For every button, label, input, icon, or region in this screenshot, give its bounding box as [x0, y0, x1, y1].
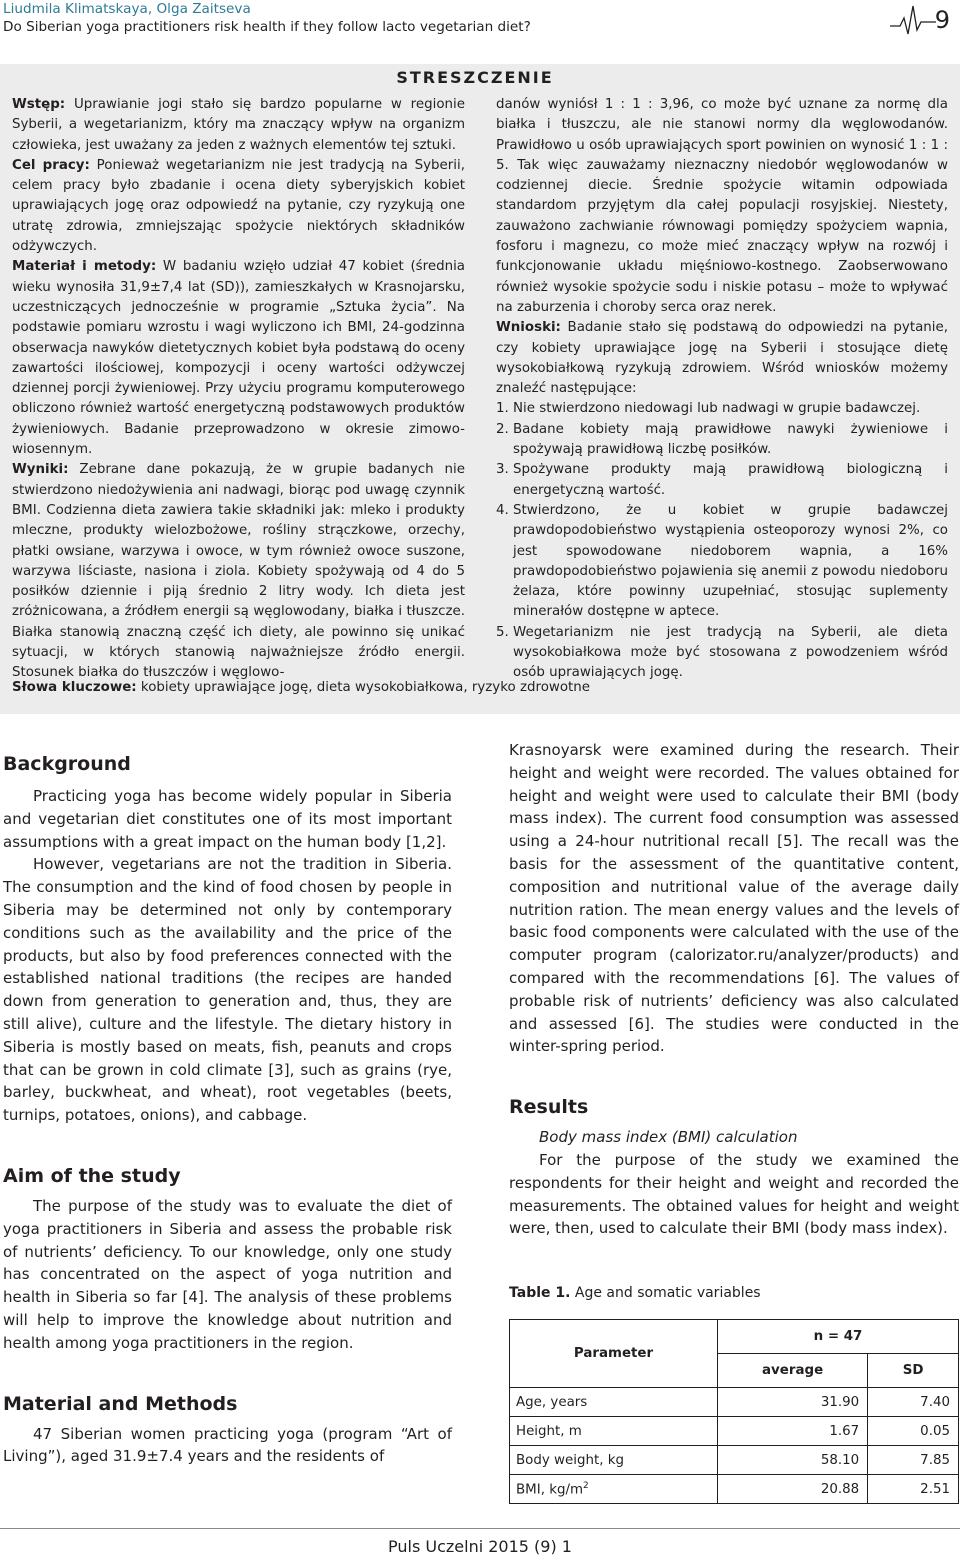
table-row — [510, 1388, 959, 1417]
table-cell-label: Body weight, kg — [510, 1446, 718, 1475]
list-item-text: Stwierdzono, że u kobiet w grupie badawczej prawdopodobieństwo wystąpienia osteoporozy wynosi 2%, co jest spowodowane niedoborem wapnia, a 16% prawdopodobieństwo pojawienia się anemii z powodu niedoboru żelaza, które powinny uzupełniać, stosując suplementy minerałów dostępne w aptece. — [513, 502, 948, 620]
conclusions-text: Badanie stało się podstawą do odpowiedzi na pytanie, czy kobiety uprawiające jogę na Syberii i stosujące dietę wysokobiałkową ryzykują zdrowiem. Wśród wniosków możemy znaleźć następujące: — [496, 320, 948, 397]
table-row — [510, 1446, 959, 1475]
keywords-text: kobiety uprawiające jogę, dieta wysokobiałkowa, ryzyko zdrowotne — [136, 680, 591, 695]
header-title: Do Siberian yoga practitioners risk health if they follow lacto vegetarian diet? — [3, 19, 531, 35]
methods-paragraph: 47 Siberian women practicing yoga (program “Art of Living”), aged 31.9±7.4 years and the residents of — [3, 1424, 452, 1466]
list-item — [496, 399, 948, 419]
table-caption — [509, 1285, 761, 1301]
list-item-number: 2. — [496, 421, 509, 437]
results-label: Wyniki: — [12, 462, 69, 478]
methods-paragraph-cont: Krasnoyarsk were examined during the research. Their height and weight were recorded. The values obtained for height and weight were used to calculate their BMI (body mass index). The current food consumption was assessed using a 24-hour nutritional recall [5]. The recall was the basis for the assessment of the quantitative content, composition and nutritional value of the average daily nutrition ration. The mean energy values and the levels of basic food components were calculated with the use of the computer program (calorizator.ru/analyzer/products) and compared with the recommendations [6]. The values of probable risk of nutrients’ deficiency was also calculated and assessed [6]. The studies were conducted in the winter-spring period. — [509, 741, 959, 1056]
list-item-number: 4. — [496, 502, 509, 518]
bmi-subheading: Body mass index (BMI) calculation — [539, 1128, 798, 1147]
abstract-methods — [12, 257, 465, 460]
table-cell-sd: 0.05 — [868, 1417, 959, 1446]
list-item-number: 1. — [496, 401, 509, 417]
table-header-sd: SD — [868, 1354, 959, 1388]
aim-label: Cel pracy: — [12, 157, 90, 173]
table-1 — [509, 1319, 959, 1504]
table-cell-label — [510, 1475, 718, 1504]
bmi-unit-exponent: 2 — [583, 1480, 589, 1491]
running-header — [3, 0, 531, 36]
table-cell-label: Age, years — [510, 1388, 718, 1417]
background-paragraph: However, vegetarians are not the tradition in Siberia. The consumption and the kind of food chosen by people in Siberia may be determined not only by contemporary conditions such as the availability and the price of the products, but also by food preferences connected with the established national traditions (the recipes are handed down from generation to generation and, thus, they are still alive), culture and the lifestyle. The dietary history in Siberia is mostly based on meats, fish, peanuts and crops that can be grown in cold climate [3], such as grains (rye, barley, buckwheat, and wheat), root vegetables (beets, turnips, potatoes, onions), and cabbage. — [3, 855, 452, 1125]
table-caption-text: Age and somatic variables — [570, 1285, 761, 1301]
bmi-label: BMI, kg/m — [516, 1482, 584, 1498]
methods-heading: Material and Methods — [3, 1392, 238, 1415]
table-row — [510, 1417, 959, 1446]
list-item-text: Wegetarianizm nie jest tradycją na Syberii, ale dieta wysokobiałkowa może być stosowana z powodzeniem wśród osób uprawiających jogę. — [513, 624, 948, 681]
table-cell-average: 58.10 — [718, 1446, 868, 1475]
list-item-number: 5. — [496, 624, 509, 640]
intro-label: Wstęp: — [12, 97, 66, 112]
abstract-results-cont: danów wyniósł 1 : 1 : 3,96, co może być uznane za normę dla białka i tłuszczu, ale nie stanowi normy dla węglowodanów. Prawidłowo u osób uprawiających sport powinien on wynosić 1 : 1 : 5. Tak więc zauważamy nieznaczny niedobór węglowodanów w codziennej diecie. Średnie spożycie witamin odpowiada standardom przyjętym dla całej populacji rosyjskiej. Niestety, zauważono zachwianie równowagi pomiędzy spożyciem wapnia, fosforu i magnezu, co może mieć znaczący wpływ na rozwój i funkcjonowanie układu mięśniowo-kostnego. Zaobserwowano również wysokie spożycie sodu i niskie potasu – może to wpływać na zaburzenia i choroby serca oraz nerek. — [496, 97, 948, 315]
aim-text: Ponieważ wegetarianizm nie jest tradycją na Syberii, celem pracy było zbadanie i ocena diety syberyjskich kobiet uprawiających jogę oraz odpowiedź na pytanie, czy ryzykują one utratę zdrowia, zmniejszając spożycie niektórych składników odżywczych. — [12, 157, 465, 255]
data-table — [509, 1319, 959, 1504]
header-authors: Liudmila Klimatskaya, Olga Zaitseva — [3, 1, 251, 17]
methods-text: W badaniu wzięło udział 47 kobiet (średnia wieku wynosiła 31,9±7,4 lat (SD)), zamieszkałych w Krasnojarsku, uczestniczących jednocześnie w programie „Sztuka życia”. Na podstawie pomiaru wzrostu i wagi wyliczono ich BMI, 24-godzinna obserwacja nawyków dietetycznych kobiet była podstawą do oceny zawartości ilościowej, kompozycji i oceny wartości odżywczej dziennej porcji żywieniowej. Przy użyciu programu komputerowego obliczono również wartość energetyczną podstawowych produktów żywieniowych. Badanie przeprowadzono w okresie zimowo-wiosennym. — [12, 259, 466, 458]
footer-journal: Puls Uczelni 2015 (9) 1 — [388, 1537, 572, 1556]
keywords — [12, 680, 590, 695]
abstract-left-column — [12, 95, 465, 684]
table-caption-label: Table 1. — [509, 1285, 571, 1301]
list-item-text: Spożywane produkty mają prawidłową biologiczną i energetyczną wartość. — [513, 462, 948, 498]
table-cell-label: Height, m — [510, 1417, 718, 1446]
results-paragraph: For the purpose of the study we examined the respondents for their height and weight and recorded the measurements. The obtained values for height and weight were, then, used to calculate their BMI (body mass index). — [509, 1150, 959, 1238]
abstract-conclusions — [496, 318, 948, 399]
methods-label: Materiał i metody: — [12, 259, 157, 275]
conclusions-list — [496, 399, 948, 683]
list-item-number: 3. — [496, 462, 509, 478]
table-cell-average: 1.67 — [718, 1417, 868, 1446]
results-text: Zebrane dane pokazują, że w grupie badanych nie stwierdzono niedożywienia ani nadwagi, biorąc pod uwagę czynnik BMI. Codzienna dieta zawiera takie składniki jak: mleko i produkty mleczne, produkty wielozbożowe, rośliny strączkowe, orzechy, płatki owsiane, warzywa i owoce, w tym również owoce suszone, warzywa liściaste, nasiona i ziola. Kobiety spożywają od 4 do 5 posiłków dziennie i piją średnio 2 litry wody. Ich dieta jest zróżnicowana, a źródłem energii są węglowodany, białka i tłuszcze. Białka stanowią znaczną część ich diety, ale powinno się unikać sytuacji, w których stanowią najważniejsze źródło energii. Stosunek białka do tłuszczów i węglowo- — [12, 462, 465, 681]
list-item — [496, 420, 948, 461]
table-cell-sd: 7.40 — [868, 1388, 959, 1417]
aim-heading: Aim of the study — [3, 1164, 181, 1187]
list-item-text: Badane kobiety mają prawidłowe nawyki żywieniowe i spożywają prawidłową liczbę posiłków. — [513, 421, 948, 458]
background-paragraph: Practicing yoga has become widely popular in Siberia and vegetarian diet constitutes one of its most important assumptions with a great impact on the human body [1,2]. — [3, 787, 452, 851]
list-item — [496, 460, 948, 501]
abstract-aim — [12, 156, 465, 257]
body-right-column — [509, 739, 959, 1240]
abstract-title: STRESZCZENIE — [396, 68, 554, 87]
list-item-text: Nie stwierdzono niedowagi lub nadwagi w grupie badawczej. — [513, 401, 921, 417]
heartbeat-icon — [890, 4, 936, 38]
table-header-n: n = 47 — [718, 1320, 959, 1354]
abstract-results — [12, 460, 465, 683]
results-heading: Results — [509, 1096, 589, 1119]
list-item — [496, 623, 948, 684]
table-row — [510, 1475, 959, 1504]
body-left-column — [3, 751, 452, 1468]
footer-divider — [0, 1528, 960, 1529]
list-item — [496, 501, 948, 623]
aim-paragraph: The purpose of the study was to evaluate the diet of yoga practitioners in Siberia and assess the probable risk of nutrients’ deficiency. To our knowledge, only one study has concentrated on the aspect of yoga nutrition and health in Siberia so far [4]. The analysis of these problems will help to improve the knowledge about nutrition and health among yoga practitioners in the region. — [3, 1196, 452, 1352]
abstract-intro — [12, 95, 465, 156]
page-number: 9 — [934, 6, 950, 34]
abstract-right-column — [496, 95, 948, 684]
table-cell-sd: 2.51 — [868, 1475, 959, 1504]
table-header-parameter: Parameter — [510, 1320, 718, 1388]
table-header-average: average — [718, 1354, 868, 1388]
intro-text: Uprawianie jogi stało się bardzo popularne w regionie Syberii, a wegetarianizm, który ma znaczący wpływ na organizm człowieka, jest uważany za jeden z ważnych elementów tej sztuki. — [12, 97, 465, 153]
background-heading: Background — [3, 753, 131, 775]
table-cell-average: 20.88 — [718, 1475, 868, 1504]
keywords-label: Słowa kluczowe: — [12, 680, 137, 695]
conclusions-label: Wnioski: — [496, 320, 561, 336]
table-cell-sd: 7.85 — [868, 1446, 959, 1475]
table-cell-average: 31.90 — [718, 1388, 868, 1417]
